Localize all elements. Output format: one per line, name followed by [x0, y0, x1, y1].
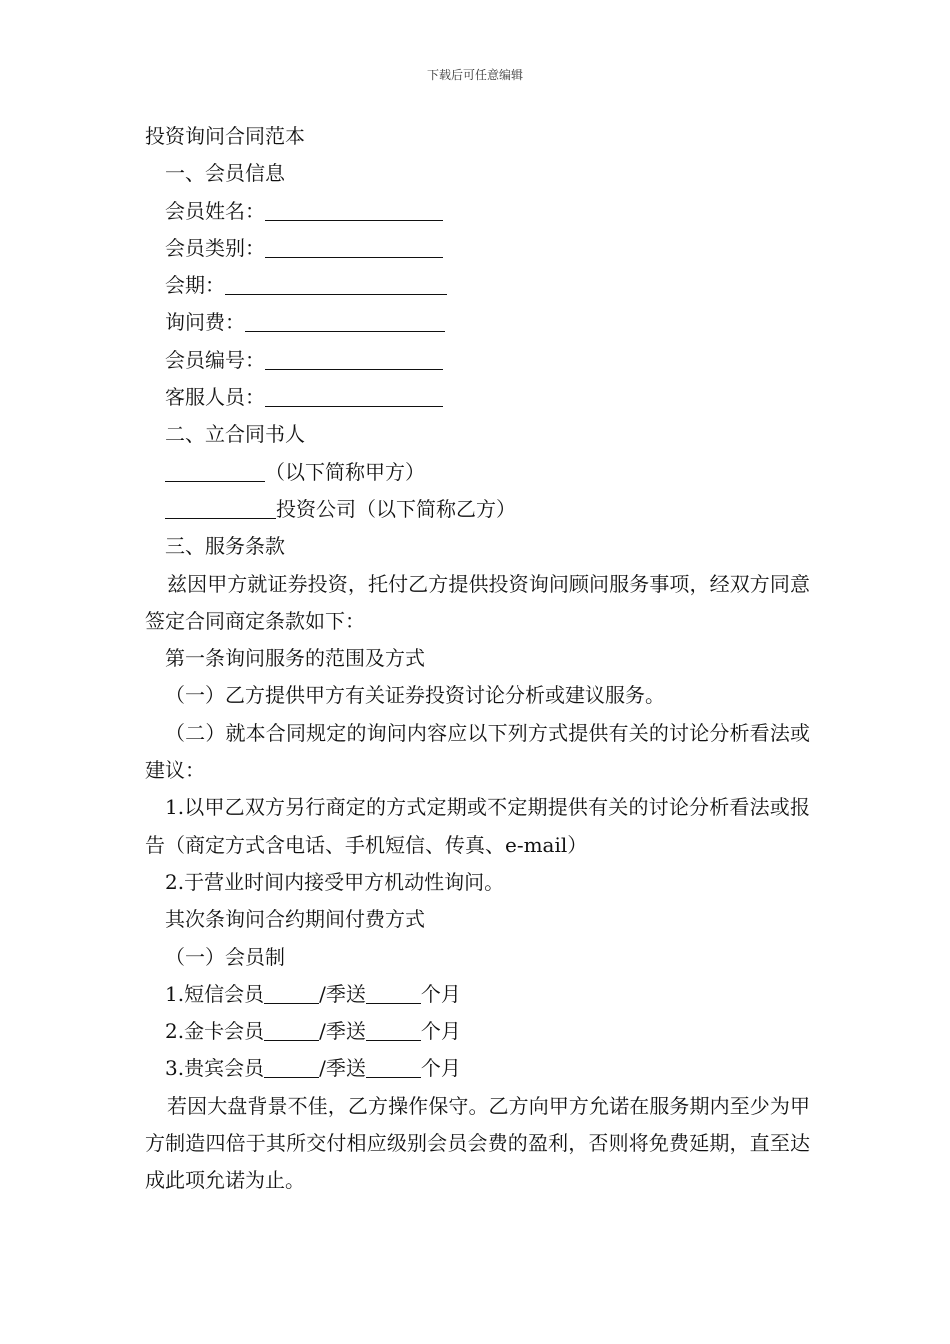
article-1-item-1: （一）乙方提供甲方有关证券投资讨论分析或建议服务。 [165, 683, 665, 708]
field-label: 会员编号： [165, 347, 265, 372]
intro-paragraph: 兹因甲方就证券投资，托付乙方提供投资询问顾问服务事项，经双方同意签定合同商定条款如下： [145, 571, 810, 633]
tier-prefix: 2.金卡会员 [165, 1019, 265, 1044]
article-1-item-2-1: 1.以甲乙双方另行商定的方式定期或不定期提供有关的讨论分析看法或报告（商定方式含电话、手机短信、传真、e-mail） [145, 795, 810, 857]
fill-in-blank [165, 459, 265, 482]
party-a-line [145, 454, 810, 491]
field-fee [145, 304, 810, 341]
field-label: 询问费： [165, 310, 245, 335]
tier-prefix: 3.贵宾会员 [165, 1056, 265, 1081]
fill-in-blank [264, 1018, 319, 1041]
tier-mid: /季送 [319, 1019, 366, 1044]
article-2-title: 其次条询问合约期间付费方式 [165, 907, 425, 932]
field-label: 会员类别： [165, 235, 265, 260]
tier-suffix: 个月 [420, 1056, 461, 1081]
field-member-type [145, 230, 810, 267]
field-label: 会期： [165, 273, 225, 298]
fill-in-blank [366, 1018, 421, 1041]
party-b-line [145, 491, 810, 528]
fill-in-blank [265, 347, 443, 370]
article-1-item-2-2: 2.于营业时间内接受甲方机动性询问。 [165, 869, 505, 894]
field-service-staff [145, 379, 810, 416]
fill-in-blank [265, 235, 443, 258]
field-member-number [145, 342, 810, 379]
tier-mid: /季送 [319, 1056, 366, 1081]
article-1-title: 第一条询问服务的范围及方式 [165, 646, 425, 671]
party-b-suffix: 投资公司（以下简称乙方） [276, 496, 516, 521]
fill-in-blank [366, 1055, 421, 1078]
section-heading-member-info: 一、会员信息 [165, 161, 285, 186]
field-term [145, 267, 810, 304]
page-header-note: 下载后可任意编辑 [426, 68, 523, 82]
tier-prefix: 1.短信会员 [165, 981, 265, 1006]
fill-in-blank [265, 198, 443, 221]
tier-mid: /季送 [319, 981, 366, 1006]
fill-in-blank [225, 272, 447, 295]
party-a-suffix: （以下简称甲方） [265, 459, 425, 484]
tier-suffix: 个月 [420, 981, 461, 1006]
document-title: 投资询问合同范本 [145, 124, 305, 148]
fill-in-blank [264, 1055, 319, 1078]
section-heading-parties: 二、立合同书人 [165, 422, 305, 447]
section-heading-service-terms: 三、服务条款 [165, 534, 285, 559]
fill-in-blank [366, 981, 421, 1004]
fill-in-blank [245, 309, 445, 332]
membership-heading: （一）会员制 [165, 944, 285, 969]
article-1-item-2: （二）就本合同规定的询问内容应以下列方式提供有关的讨论分析看法或建议： [145, 720, 810, 783]
field-member-name [145, 193, 810, 230]
fill-in-blank [165, 496, 276, 519]
member-tier-vip [145, 1050, 810, 1087]
field-label: 客服人员： [165, 385, 265, 410]
member-tier-sms [145, 976, 810, 1013]
closing-paragraph: 若因大盘背景不佳，乙方操作保守。乙方向甲方允诺在服务期内至少为甲方制造四倍于其所交付相应级别会员会费的盈利，否则将免费延期，直至达成此项允诺为止。 [145, 1093, 810, 1193]
contract-body [145, 118, 810, 1200]
field-label: 会员姓名： [165, 198, 265, 223]
fill-in-blank [265, 384, 443, 407]
fill-in-blank [264, 981, 319, 1004]
member-tier-gold [145, 1013, 810, 1050]
tier-suffix: 个月 [420, 1019, 461, 1044]
